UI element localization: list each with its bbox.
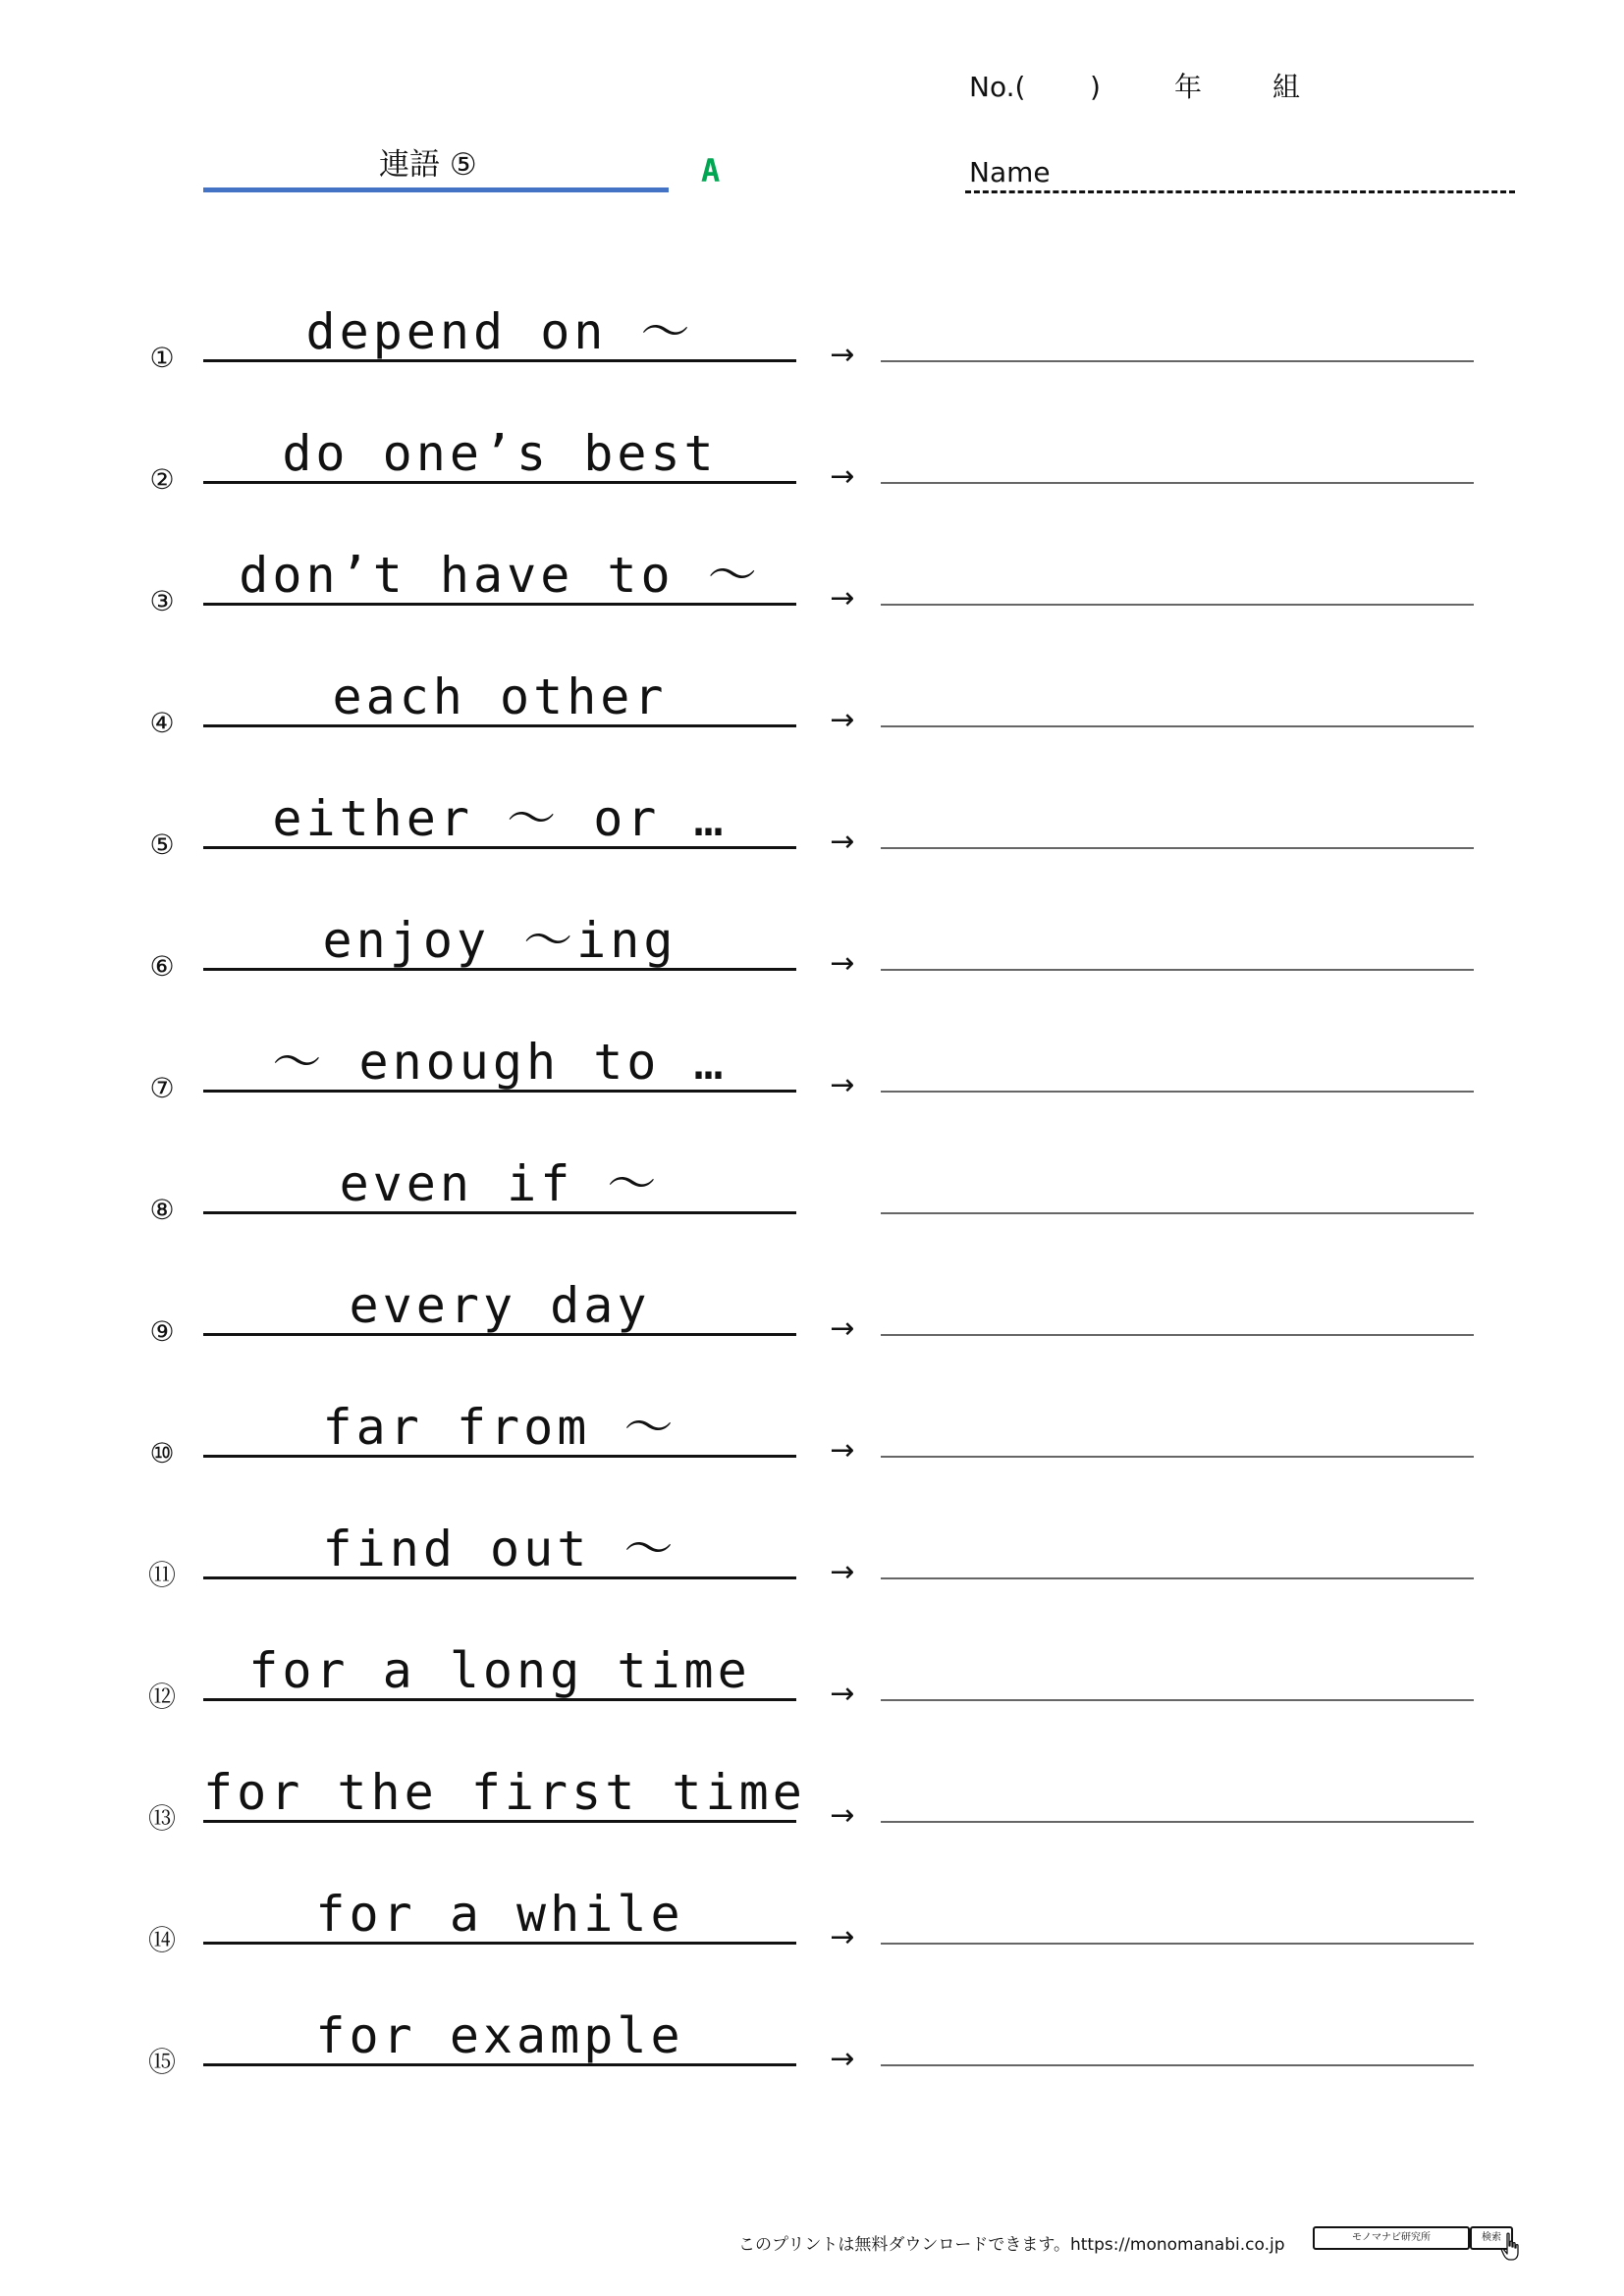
arrow-icon: → — [830, 825, 855, 859]
arrow-icon: → — [830, 703, 855, 737]
phrase-text: for a long time — [248, 1642, 751, 1699]
list-item — [0, 974, 1624, 1104]
variant-label: A — [701, 152, 721, 189]
item-number: ⑬ — [147, 1802, 176, 1835]
phrase-underline — [203, 1211, 796, 1214]
phrase-underline — [203, 1698, 796, 1701]
arrow-icon: → — [830, 1068, 855, 1102]
list-item — [0, 1704, 1624, 1835]
hand-cursor-icon — [1500, 2232, 1522, 2262]
phrase-text: ～ enough to … — [272, 1034, 728, 1091]
phrase-text: for a while — [315, 1886, 684, 1943]
list-item — [0, 1461, 1624, 1591]
number-close: ) — [1090, 71, 1101, 103]
year-label: 年 — [1174, 71, 1203, 103]
phrase-underline — [203, 1820, 796, 1823]
phrase-text: do one’s best — [282, 425, 718, 482]
footer-search-button[interactable]: 検索 — [1470, 2226, 1513, 2250]
item-number: ③ — [149, 585, 175, 617]
list-item — [0, 1217, 1624, 1348]
arrow-icon: → — [830, 2042, 855, 2076]
name-field-line — [965, 190, 1515, 193]
phrase-underline — [203, 1090, 796, 1093]
arrow-icon: → — [830, 1555, 855, 1589]
phrase-underline — [203, 1576, 796, 1579]
item-number: ⑥ — [149, 950, 175, 983]
list-item — [0, 730, 1624, 861]
answer-line — [881, 1943, 1474, 1945]
phrase-underline — [203, 846, 796, 849]
answer-line — [881, 1212, 1474, 1214]
item-number: ⑤ — [149, 828, 175, 861]
list-item — [0, 852, 1624, 983]
answer-line — [881, 969, 1474, 971]
arrow-icon: → — [830, 946, 855, 981]
phrase-text: find out ～ — [322, 1521, 677, 1577]
answer-line — [881, 1091, 1474, 1093]
item-number: ⑫ — [147, 1681, 176, 1713]
phrase-text: far from ～ — [322, 1399, 677, 1456]
item-number: ① — [149, 342, 175, 374]
item-number: ⑧ — [149, 1194, 175, 1226]
phrase-text: for the first time — [203, 1764, 806, 1821]
name-label: Name — [969, 156, 1051, 188]
phrase-underline — [203, 2063, 796, 2066]
list-item — [0, 1948, 1624, 2078]
item-number: ④ — [149, 707, 175, 739]
title-underline — [203, 187, 669, 192]
item-number: ⑨ — [149, 1315, 175, 1348]
phrase-text: depend on ～ — [305, 303, 694, 360]
arrow-icon: → — [830, 1433, 855, 1468]
answer-line — [881, 360, 1474, 362]
item-number: ⑩ — [149, 1437, 175, 1469]
item-number: ⑭ — [147, 1924, 176, 1956]
list-item — [0, 1826, 1624, 1956]
phrase-text: enjoy ～ing — [322, 912, 677, 969]
phrase-underline — [203, 724, 796, 727]
list-item — [0, 1582, 1624, 1713]
arrow-icon: → — [830, 1311, 855, 1346]
phrase-text: every day — [349, 1277, 651, 1334]
arrow-icon: → — [830, 459, 855, 494]
list-item — [0, 609, 1624, 739]
answer-line — [881, 1821, 1474, 1823]
footer-brand-box: モノマナビ研究所 — [1313, 2226, 1470, 2250]
phrase-text: either ～ or … — [272, 790, 728, 847]
arrow-icon: → — [830, 1677, 855, 1711]
phrase-text: don’t have to ～ — [239, 547, 761, 604]
phrase-underline — [203, 1455, 796, 1458]
phrase-underline — [203, 481, 796, 484]
answer-line — [881, 1577, 1474, 1579]
page-title: 連語 ⑤ — [379, 147, 477, 183]
item-number: ② — [149, 463, 175, 496]
answer-line — [881, 725, 1474, 727]
list-item — [0, 487, 1624, 617]
phrase-text: even if ～ — [339, 1155, 661, 1212]
phrase-text: for example — [315, 2007, 684, 2064]
arrow-icon: → — [830, 1798, 855, 1833]
answer-line — [881, 2064, 1474, 2066]
number-label: No.( — [969, 71, 1026, 103]
answer-line — [881, 1334, 1474, 1336]
list-item — [0, 1095, 1624, 1226]
answer-line — [881, 482, 1474, 484]
item-number: ⑮ — [147, 2046, 176, 2078]
phrase-underline — [203, 968, 796, 971]
class-label: 組 — [1272, 71, 1301, 103]
phrase-text: each other — [332, 668, 668, 725]
item-number: ⑪ — [147, 1559, 176, 1591]
phrase-underline — [203, 359, 796, 362]
item-number: ⑦ — [149, 1072, 175, 1104]
arrow-icon: → — [830, 581, 855, 615]
footer-download-note: このプリントは無料ダウンロードできます。https://monomanabi.co.jp — [738, 2235, 1285, 2255]
answer-line — [881, 1699, 1474, 1701]
list-item — [0, 365, 1624, 496]
answer-line — [881, 604, 1474, 606]
list-item — [0, 1339, 1624, 1469]
phrase-underline — [203, 1333, 796, 1336]
arrow-icon: → — [830, 1920, 855, 1954]
phrase-underline — [203, 603, 796, 606]
answer-line — [881, 1456, 1474, 1458]
arrow-icon: → — [830, 338, 855, 372]
list-item — [0, 243, 1624, 374]
answer-line — [881, 847, 1474, 849]
phrase-underline — [203, 1942, 796, 1945]
